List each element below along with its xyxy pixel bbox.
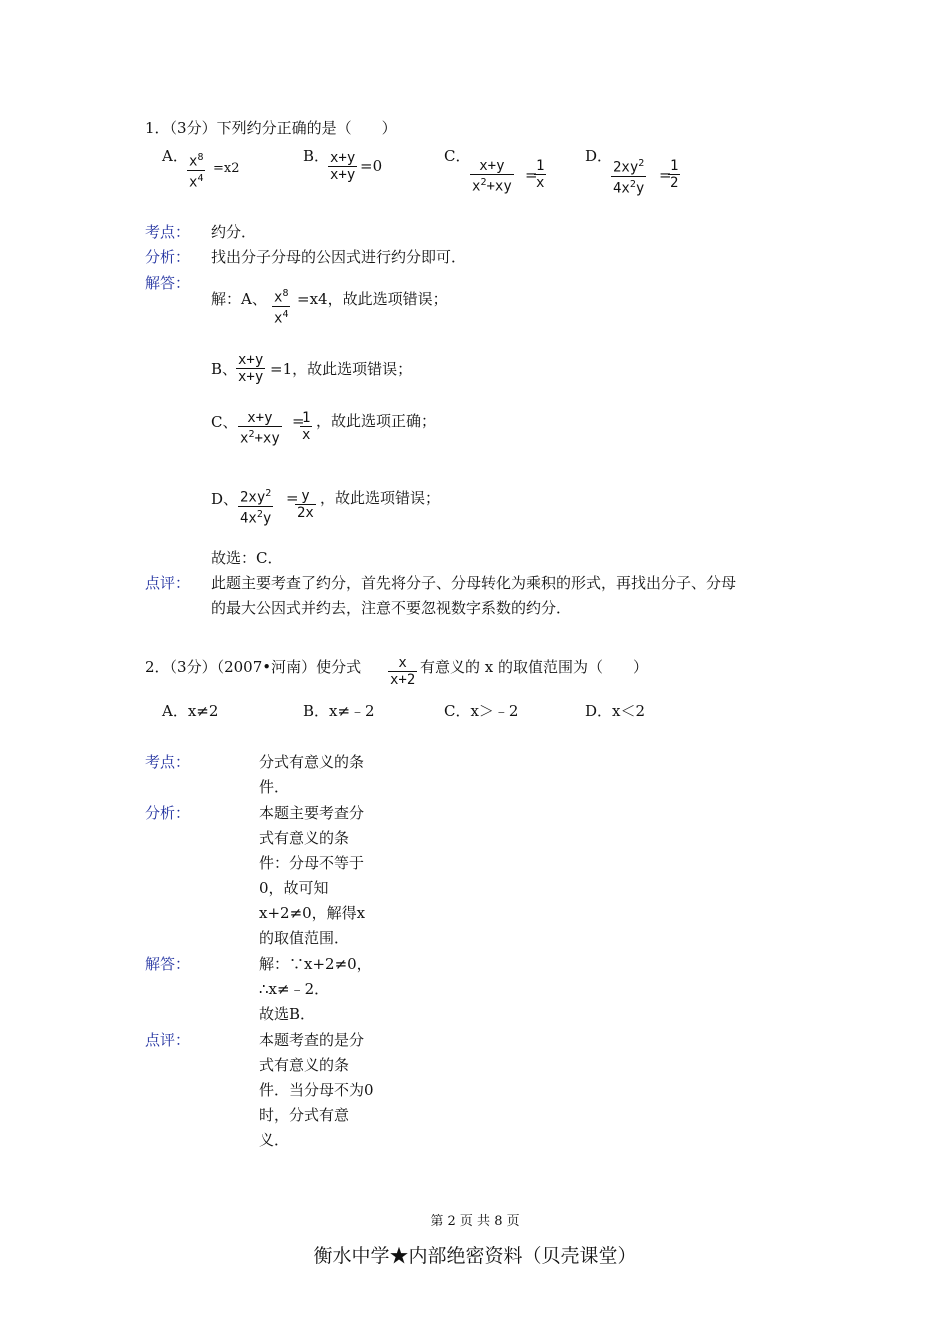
fraction-numerator: $x^8$ (274, 288, 289, 306)
fraction-numerator: 1 (670, 158, 679, 174)
q2-dianping-label: 点评： (145, 1031, 191, 1049)
q1-sol-d-prefix: D、 (211, 490, 239, 508)
q2-jieda-line1: 解：∵x+2≠0， (259, 955, 372, 973)
fraction-numerator: x+y (238, 410, 282, 427)
q1-sol-d-tail: ，故此选项错误； (320, 489, 441, 507)
q1-sol-d-fraction (238, 486, 273, 526)
q1-sol-c-result (300, 410, 312, 443)
q1-dianping-label: 点评： (145, 574, 191, 592)
q1-sol-c-prefix: C、 (211, 413, 238, 431)
fraction-denominator: 2x (297, 505, 314, 521)
q1-option-b-fraction (328, 150, 357, 183)
q1-sol-d-eq: = (286, 489, 299, 507)
fraction-numerator: x+y (470, 158, 514, 175)
q2-option-b: B．x≠﹣2 (303, 702, 375, 720)
q2-option-d: D．x＜2 (585, 702, 646, 720)
fraction-numerator: $x^8$ (189, 152, 204, 170)
q2-jieda-line2: ∴x≠﹣2． (259, 980, 330, 998)
q1-option-c-result (534, 158, 546, 191)
q1-dianping-line2: 的最大公因式并约去，注意不要忽视数字系数的约分． (211, 599, 572, 617)
q2-kaodian-text: 分式有意义的条件． (259, 753, 365, 796)
watermark-footer: 衡水中学★内部绝密资料（贝壳课堂） (313, 1245, 637, 1267)
q1-sol-a-prefix: 解：A、 (211, 290, 267, 308)
q1-option-d-fraction (611, 156, 646, 196)
q1-sol-b-fraction (236, 352, 265, 385)
q1-option-c-label: C． (444, 147, 471, 165)
q1-option-a-fraction (187, 150, 205, 190)
q2-kaodian-label: 考点： (145, 753, 191, 771)
q1-fenxi-label: 分析： (145, 248, 191, 266)
q1-dianping-line1: 此题主要考查了约分，首先将分子、分母转化为乘积的形式，再找出分子、分母 (211, 574, 737, 592)
q1-sol-c-tail: ，故此选项正确； (316, 412, 437, 430)
fraction-numerator: $2xy^2$ (240, 488, 272, 506)
q1-option-b-label: B． (303, 147, 330, 165)
q2-dianping-text: 本题考查的是分式有意义的条件．当分母不为0时，分式有意义． (259, 1031, 374, 1149)
q1-sol-d-result (295, 488, 316, 521)
fraction-numerator: x (388, 655, 417, 672)
q2-jieda-label: 解答： (145, 955, 191, 973)
q1-sol-b-prefix: B、 (211, 360, 238, 378)
fraction-numerator: y (295, 488, 316, 505)
fraction-denominator: $4x^2y$ (613, 178, 645, 197)
q2-jieda-line3: 故选B． (259, 1005, 316, 1023)
q1-option-c-eq: = (525, 166, 538, 184)
fraction-denominator: $x^4$ (274, 308, 289, 327)
q1-jieda-label: 解答： (145, 274, 191, 292)
fraction-denominator: x (302, 427, 311, 443)
fraction-denominator: $4x^2y$ (240, 508, 272, 527)
q1-kaodian-text: 约分． (211, 223, 257, 241)
q1-sol-a-fraction (272, 286, 290, 326)
fraction-denominator: 2 (670, 175, 679, 191)
fraction-denominator: x+y (238, 369, 264, 385)
q1-option-c-fraction (470, 158, 514, 195)
q1-option-a-tail: =x2 (213, 161, 240, 176)
q2-option-c: C．x＞﹣2 (444, 702, 519, 720)
q2-stem-pre: 2．（3分）（2007•河南）使分式 (145, 658, 362, 676)
q1-choose: 故选：C． (211, 549, 283, 567)
q1-stem: 1．（3分）下列约分正确的是（ ） (145, 119, 397, 137)
q1-option-b-tail: =0 (360, 157, 383, 175)
q1-kaodian-label: 考点： (145, 223, 191, 241)
fraction-numerator: x+y (330, 150, 356, 166)
q2-fenxi-label: 分析： (145, 804, 191, 822)
fraction-denominator: x (536, 175, 545, 191)
q1-option-a-label: A． (162, 147, 188, 165)
q2-stem-fraction (388, 655, 417, 688)
q1-sol-b-tail: =1，故此选项错误； (270, 360, 413, 378)
q1-option-d-eq: = (659, 166, 672, 184)
fraction-numerator: $2xy^2$ (613, 158, 645, 176)
fraction-denominator: $x^4$ (189, 172, 204, 191)
fraction-denominator: $x^2+xy$ (240, 429, 280, 447)
fraction-numerator: 1 (536, 158, 545, 174)
q1-sol-a-tail: =x4，故此选项错误； (297, 290, 448, 308)
q1-sol-c-eq: = (292, 412, 305, 430)
q2-fenxi-text: 本题主要考查分式有意义的条件：分母不等于0，故可知x+2≠0，解得x的取值范围． (259, 804, 366, 947)
q2-option-a: A．x≠2 (162, 702, 219, 720)
q1-option-d-label: D． (585, 147, 613, 165)
fraction-denominator: x+y (330, 167, 356, 183)
page-number: 第 2 页 共 8 页 (430, 1214, 520, 1229)
fraction-numerator: 1 (302, 410, 311, 426)
q1-fenxi-text: 找出分子分母的公因式进行约分即可． (211, 248, 467, 266)
fraction-denominator: $x^2+xy$ (472, 177, 512, 195)
q1-sol-c-fraction (238, 410, 282, 447)
q2-stem-post: 有意义的 x 的取值范围为（ ） (420, 658, 648, 676)
fraction-denominator: x+2 (390, 672, 416, 688)
fraction-numerator: x+y (238, 352, 264, 368)
q1-option-d-result (668, 158, 680, 191)
